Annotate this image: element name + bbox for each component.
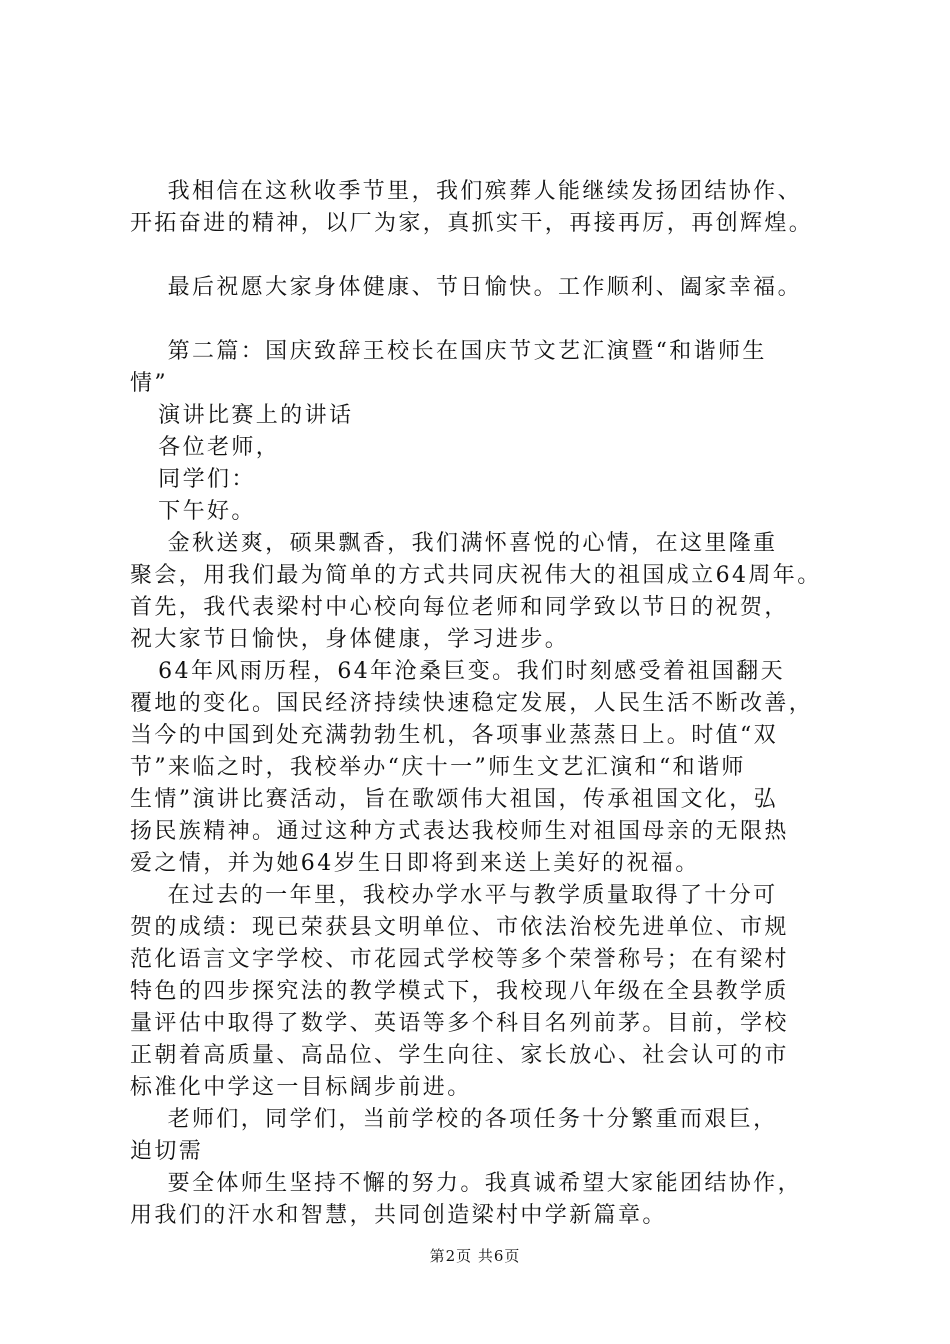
line: 首先，我代表梁村中心校向每位老师和同学致以节日的祝贺， (130, 595, 789, 620)
salutation: 同学们： (130, 467, 256, 492)
line: 聚会，用我们最为简单的方式共同庆祝伟大的祖国成立64周年。 (130, 563, 822, 588)
line: 当今的中国到处充满勃勃生机，各项事业蒸蒸日上。时值“双 (130, 723, 779, 748)
line: 扬民族精神。通过这种方式表达我校师生对祖国母亲的无限热 (130, 819, 789, 844)
greeting: 下午好。 (130, 499, 256, 524)
page-number: 第2页 共6页 (429, 1247, 521, 1265)
line: 64年风雨历程，64年沧桑巨变。我们时刻感受着祖国翻天 (130, 659, 785, 684)
line: 用我们的汗水和智慧，共同创造梁村中学新篇章。 (130, 1203, 667, 1228)
section-heading-cont: 情” (130, 371, 169, 396)
line: 爱之情，并为她64岁生日即将到来送上美好的祝福。 (130, 851, 700, 876)
line: 最后祝愿大家身体健康、节日愉快。工作顺利、阖家幸福。 (130, 275, 802, 300)
line: 量评估中取得了数学、英语等多个科目名列前茅。目前，学校 (130, 1011, 789, 1036)
line: 标准化中学这一目标阔步前进。 (130, 1075, 472, 1100)
line: 生情”演讲比赛活动，旨在歌颂伟大祖国，传承祖国文化，弘 (130, 787, 779, 812)
section-heading: 第二篇：国庆致辞王校长在国庆节文艺汇演暨“和谐师生 (130, 339, 767, 364)
line: 开拓奋进的精神，以厂为家，真抓实干，再接再厉，再创辉煌。 (130, 211, 814, 236)
document-body (130, 176, 850, 1232)
subheading: 演讲比赛上的讲话 (130, 403, 354, 428)
line: 节”来临之时，我校举办“庆十一”师生文艺汇演和“和谐师 (130, 755, 746, 780)
line: 正朝着高质量、高品位、学生向往、家长放心、社会认可的市 (130, 1043, 789, 1068)
line: 贺的成绩：现已荣获县文明单位、市依法治校先进单位、市规 (130, 915, 789, 940)
line: 覆地的变化。国民经济持续快速稳定发展，人民生活不断改善， (130, 691, 814, 716)
line: 老师们，同学们，当前学校的各项任务十分繁重而艰巨， (130, 1107, 778, 1132)
line: 范化语言文字学校、市花园式学校等多个荣誉称号；在有梁村 (130, 947, 789, 972)
line: 特色的四步探究法的教学模式下，我校现八年级在全县教学质 (130, 979, 789, 1004)
salutation: 各位老师， (130, 435, 281, 460)
line: 迫切需 (130, 1139, 204, 1164)
line: 要全体师生坚持不懈的努力。我真诚希望大家能团结协作， (130, 1171, 802, 1196)
line: 在过去的一年里，我校办学水平与教学质量取得了十分可 (130, 883, 778, 908)
line: 我相信在这秋收季节里，我们殡葬人能继续发扬团结协作、 (130, 179, 802, 204)
line: 祝大家节日愉快，身体健康，学习进步。 (130, 627, 570, 652)
line: 金秋送爽，硕果飘香，我们满怀喜悦的心情，在这里隆重 (130, 531, 778, 556)
